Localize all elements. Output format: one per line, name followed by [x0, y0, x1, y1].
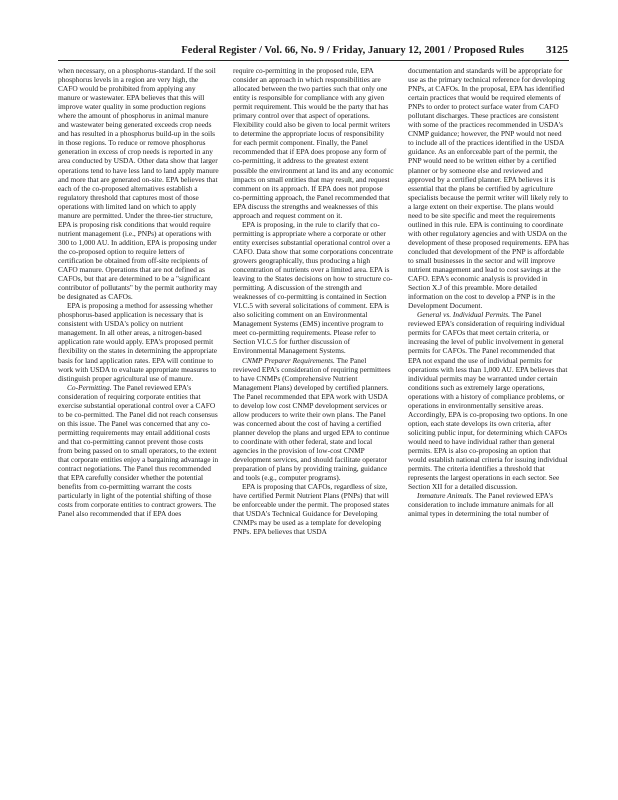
- paragraph-text: The Panel reviewed EPA's consideration to include immature animals for all animal types in determining the total number of: [408, 491, 554, 519]
- paragraph-text: EPA is proposing a method for assessing whether phosphorus-based application is necessary that is consistent with USDA's policy on nutrient management. In all other areas, a nitrogen-based application rate would apply. EPA's proposed permit flexibility on the states in determining the appropriate basis for land application rates. EPA will continue to work with USDA to evaluate appropriate measures to distinguish proper agricultural use of manure.: [58, 301, 218, 383]
- text-columns: [58, 66, 569, 766]
- paragraph-text: documentation and standards will be appropriate for use as the primary technical reference for developing PNPs, at CAFOs. In the proposal, EPA has identified certain practices that would be required elements of PNPs to order to protect surface water from CAFO pollutant discharges. These practices are consistent with some of the practices recommended in USDA's CNMP guidance; however, the PNP would not need to include all of the practices identified in the USDA guidance. As an enforceable part of the permit, the PNP would need to be written either by a certified planner or by someone else and reviewed and approved by a certified planner. EPA believes it is essential that the plans be certified by agriculture specialists because the permit writer will likely rely to a large extent on their expertise. The plans would need to be site specific and meet the requirements outlined in this rule. EPA is continuing to coordinate with other regulatory agencies and with USDA on the development of these proposed requirements. EPA has concluded that development of the PNP is affordable to small businesses in the sector and will improve nutrient management and lead to cost savings at the CAFO. EPA's economic analysis is provided in Section X.J of this preamble. More detailed information on the cost to develop a PNP is in the Development Document.: [408, 66, 569, 311]
- column-3: [408, 66, 569, 758]
- paragraph: [233, 356, 394, 483]
- running-header-title: Federal Register / Vol. 66, No. 9 / Friday, January 12, 2001 / Proposed Rules: [181, 45, 524, 56]
- paragraph-lead-heading: General vs. Individual Permits.: [417, 310, 510, 320]
- column-1: [58, 66, 219, 758]
- paragraph: [408, 310, 569, 491]
- page-number: 3125: [546, 44, 568, 56]
- paragraph: [58, 66, 219, 301]
- paragraph-text: The Panel reviewed EPA's consideration of requiring permittees to have CNMPs (Comprehensive Nutrient Management Plans) developed by certified planners. The Panel recommended that EPA work with USDA to develop low cost CNMP development services or allow producers to write their own plans. The Panel was concerned about the cost of having a certified planner develop the plans and urged EPA to continue to coordinate with other federal, state and local agencies in the provision of low-cost CNMP development services, and should facilitate operator preparation of plans by providing training, guidance and tools (e.g., computer programs).: [233, 355, 391, 483]
- paragraph: [408, 491, 569, 518]
- running-header: [58, 44, 568, 58]
- column-2: [233, 66, 394, 758]
- paragraph-text: require co-permitting in the proposed rule, EPA consider an approach in which responsibilities are allocated between the two parties such that only one entity is responsible for compliance with any given permit requirement. This would be the party that has primary control over that aspect of operations. Flexibility could also be given to local permit writers to determine the appropriate locus of responsibility for each permit component. Finally, the Panel recommended that if EPA does propose any form of co-permitting, it address to the greatest extent possible the environment at land its and any economic impacts on small entities that may result, and request comment on its approach. If EPA does not propose co-permitting approach, the Panel recommended that EPA discuss the strengths and weaknesses of this approach and request comment on it.: [233, 66, 394, 220]
- paragraph-text: The Panel reviewed EPA's consideration of requiring individual permits for CAFOs that meet certain criteria, or increasing the level of public involvement in general permits for CAFOs. The Panel recommended that EPA not expand the use of individual permits for operations with less than 1,000 AU. EPA believes that individual permits may be warranted under certain conditions such as extremely large operations, operations with a history of compliance problems, or operations in environmentally sensitive areas. Accordingly, EPA is co-proposing two options. In one option, each state develops its own criteria, after soliciting public input, for determining which CAFOs would need to have individual rather than general permits. EPA is also co-proposing an option that would establish national criteria for issuing individual permits. The criteria identifies a threshold that represents the largest operations in each sector. See Section XII for a detailed discussion.: [408, 310, 568, 492]
- paragraph: [58, 383, 219, 519]
- paragraph: [58, 301, 219, 382]
- paragraph-text: The Panel reviewed EPA's consideration of requiring corporate entities that exercise substantial operational control over a CAFO to be co-permitted. The Panel did not reach consensus on this issue. The Panel was concerned that any co-permitting requirements may entail additional costs and that co-permitting cannot prevent those costs from being passed on to small operators, to the extent that corporate entities enjoy a bargaining advantage in contract negotiations. The Panel thus recommended that EPA carefully consider whether the potential benefits from co-permitting warrant the costs particularly in light of the potential shifting of those costs from corporate entities to contract growers. The Panel also recommended that if EPA does: [58, 382, 219, 519]
- header-rule: [58, 60, 569, 61]
- paragraph-lead-heading: Co-Permitting.: [67, 382, 112, 392]
- paragraph-text: EPA is proposing that CAFOs, regardless of size, have certified Permit Nutrient Plans (PNPs) that will be enforceable under the permit. The proposed states that USDA's Technical Guidance for Developing CNMPs may be used as a template for developing PNPs. EPA believes that USDA: [233, 482, 390, 537]
- paragraph-text: when necessary, on a phosphorus-standard. If the soil phosphorus levels in a region are very high, the CAFO would be prohibited from applying any manure or wastewater. EPA believes that this will improve water quality in some production regions where the amount of phosphorus in animal manure and wastewater being generated exceeds crop needs and has resulted in a phosphorus build-up in the soils in those regions. To reduce or remove phosphorus generation in excess of crop needs is reported in any area conducted by USDA. Other data show that larger operations tend to have less land to land apply manure and more that are generated on-site. EPA believes that each of the co-proposed alternatives establish a regulatory threshold that captures most of those operations with limited land on which to apply manure are permitted. Under the three-tier structure, EPA is proposing risk conditions that would require nutrient management (i.e., PNPs) at operations with 300 to 1,000 AU. In addition, EPA is proposing under the co-proposed option to require letters of certification be obtained from off-site recipients of CAFO manure. Operations that are not defined as CAFOs, but that are determined to be a "significant contributor of pollutants" by the permit authority may be designated as CAFOs.: [58, 66, 219, 302]
- paragraph-lead-heading: CNMP Preparer Requirements.: [242, 355, 335, 365]
- paragraph: [233, 66, 394, 220]
- paragraph-lead-heading: Immature Animals.: [417, 491, 474, 501]
- paragraph: [233, 220, 394, 356]
- paragraph: [408, 66, 569, 310]
- paragraph: [233, 482, 394, 536]
- paragraph-text: EPA is proposing, in the rule to clarify that co-permitting is appropriate where a corporate or other entity exercises substantial operational control over a CAFO. Data show that some corporations concentrate growers geographically, thus producing a high concentration of nutrients over a limited area. EPA is leaving to the States decisions on how to structure co-permitting. A discussion of the strength and weaknesses of co-permitting is contained in Section VI.C.5 with several solicitations of comment. EPA is also soliciting comment on an Environmental Management Systems (EMS) incentive program to meet co-permitting requirements. Please refer to Section VI.C.5 for further discussion of Environmental Management Systems.: [233, 219, 393, 356]
